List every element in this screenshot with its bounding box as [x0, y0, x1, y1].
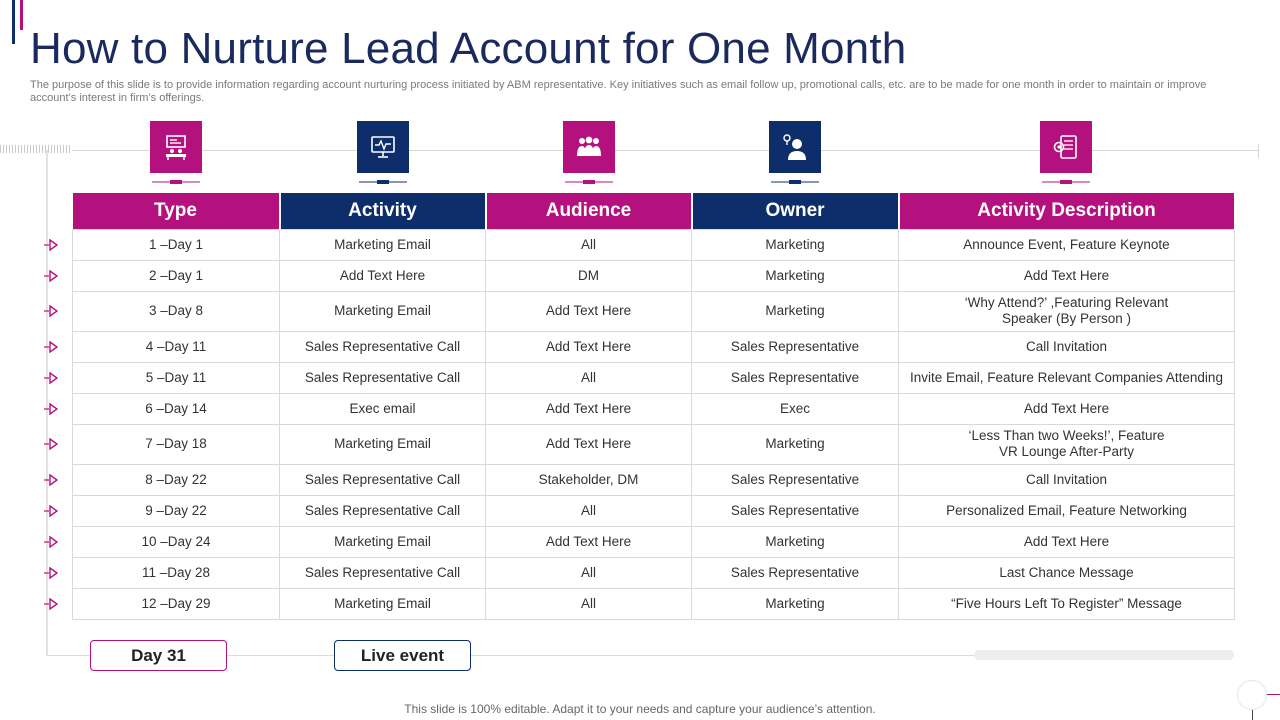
people-group-icon: [563, 121, 615, 173]
cell-activity: Marketing Email: [280, 229, 486, 260]
table-header-row: [73, 193, 1235, 229]
monitor-pulse-icon: [357, 121, 409, 173]
cell-audience: All: [486, 495, 692, 526]
cell-type: 9 –Day 22: [73, 495, 280, 526]
cell-activity: Exec email: [280, 393, 486, 424]
row-arrow-icon: [44, 536, 58, 548]
cell-type: 7 –Day 18: [73, 424, 280, 464]
cell-description: Add Text Here: [899, 526, 1235, 557]
page-subtitle: The purpose of this slide is to provide information regarding account nurturing process initiated by ABM representative. Key initiatives such as email follow up, promotional calls, etc. are to be made for one month in order to maintain or improve account’s interest in firm’s offerings.: [30, 79, 1207, 104]
timeline-dashes: [0, 145, 72, 153]
row-arrow-icon: [44, 474, 58, 486]
table-row: [73, 260, 1235, 291]
cell-activity: Sales Representative Call: [280, 464, 486, 495]
cell-owner: Marketing: [692, 260, 899, 291]
cell-description: Call Invitation: [899, 331, 1235, 362]
cell-type: 1 –Day 1: [73, 229, 280, 260]
cell-audience: All: [486, 229, 692, 260]
cell-type: 5 –Day 11: [73, 362, 280, 393]
table-row: [73, 557, 1235, 588]
timeline-end: [1258, 144, 1259, 158]
page-title: How to Nurture Lead Account for One Month: [30, 24, 907, 73]
table-row: [73, 331, 1235, 362]
cell-activity: Marketing Email: [280, 291, 486, 331]
table-row: [73, 362, 1235, 393]
person-idea-icon: [769, 121, 821, 173]
cell-activity: Sales Representative Call: [280, 495, 486, 526]
cell-audience: All: [486, 362, 692, 393]
header-type: Type: [73, 193, 280, 229]
cell-description: “Five Hours Left To Register” Message: [899, 588, 1235, 619]
cell-audience: Add Text Here: [486, 331, 692, 362]
cell-type: 12 –Day 29: [73, 588, 280, 619]
cell-description: Add Text Here: [899, 260, 1235, 291]
cell-owner: Marketing: [692, 229, 899, 260]
day31-milestone: Day 31: [90, 640, 227, 671]
cell-description: Announce Event, Feature Keynote: [899, 229, 1235, 260]
cell-activity: Marketing Email: [280, 588, 486, 619]
connector-deco: [359, 180, 407, 184]
table-row: [73, 291, 1235, 331]
table-row: [73, 393, 1235, 424]
table-row: [73, 464, 1235, 495]
header-activity-description: Activity Description: [899, 193, 1235, 229]
cell-audience: Add Text Here: [486, 291, 692, 331]
cell-activity: Sales Representative Call: [280, 331, 486, 362]
row-arrow-icon: [44, 305, 58, 317]
connector-deco: [565, 180, 613, 184]
row-arrow-icon: [44, 438, 58, 450]
cell-audience: Add Text Here: [486, 424, 692, 464]
corner-accent-pink: [20, 0, 23, 30]
connector-deco: [152, 180, 200, 184]
cell-activity: Marketing Email: [280, 526, 486, 557]
table-row: [73, 495, 1235, 526]
table-row: [73, 526, 1235, 557]
cell-activity: Marketing Email: [280, 424, 486, 464]
header-owner: Owner: [692, 193, 899, 229]
cell-owner: Sales Representative: [692, 362, 899, 393]
cell-audience: DM: [486, 260, 692, 291]
connector-deco: [1042, 180, 1090, 184]
table-row: [73, 229, 1235, 260]
cell-owner: Marketing: [692, 526, 899, 557]
row-arrow-icon: [44, 598, 58, 610]
nurture-schedule-table: [72, 193, 1236, 620]
cell-audience: Stakeholder, DM: [486, 464, 692, 495]
cell-owner: Sales Representative: [692, 495, 899, 526]
row-arrow-icon: [44, 239, 58, 251]
cell-activity: Sales Representative Call: [280, 362, 486, 393]
cell-description: Call Invitation: [899, 464, 1235, 495]
cell-activity: Add Text Here: [280, 260, 486, 291]
corner-circle: [1237, 680, 1267, 710]
cell-owner: Marketing: [692, 588, 899, 619]
header-audience: Audience: [486, 193, 692, 229]
cell-owner: Sales Representative: [692, 331, 899, 362]
live-event-milestone: Live event: [334, 640, 471, 671]
table-row: [73, 588, 1235, 619]
cell-owner: Sales Representative: [692, 557, 899, 588]
row-arrow-icon: [44, 341, 58, 353]
table-row: [73, 424, 1235, 464]
corner-accent-navy: [12, 0, 15, 44]
cell-type: 8 –Day 22: [73, 464, 280, 495]
row-arrow-icon: [44, 505, 58, 517]
contact-card-icon: [1040, 121, 1092, 173]
cell-type: 6 –Day 14: [73, 393, 280, 424]
connector-deco: [771, 180, 819, 184]
cell-activity: Sales Representative Call: [280, 557, 486, 588]
row-arrow-icon: [44, 403, 58, 415]
cell-type: 10 –Day 24: [73, 526, 280, 557]
row-arrow-icon: [44, 372, 58, 384]
cell-audience: Add Text Here: [486, 526, 692, 557]
row-arrow-icon: [44, 567, 58, 579]
cell-type: 2 –Day 1: [73, 260, 280, 291]
cell-audience: All: [486, 588, 692, 619]
cell-description: Add Text Here: [899, 393, 1235, 424]
cell-type: 3 –Day 8: [73, 291, 280, 331]
cell-owner: Marketing: [692, 424, 899, 464]
cell-type: 4 –Day 11: [73, 331, 280, 362]
cell-description: ‘Less Than two Weeks!’, Feature VR Lounge After-Party: [899, 424, 1235, 464]
cell-type: 11 –Day 28: [73, 557, 280, 588]
cell-audience: All: [486, 557, 692, 588]
cell-description: Last Chance Message: [899, 557, 1235, 588]
cell-description: Personalized Email, Feature Networking: [899, 495, 1235, 526]
footer-note: This slide is 100% editable. Adapt it to your needs and capture your audience’s attention.: [404, 702, 876, 716]
cell-description: Invite Email, Feature Relevant Companies Attending: [899, 362, 1235, 393]
cell-audience: Add Text Here: [486, 393, 692, 424]
cell-owner: Sales Representative: [692, 464, 899, 495]
cell-owner: Marketing: [692, 291, 899, 331]
progress-track: [974, 650, 1234, 660]
header-activity: Activity: [280, 193, 486, 229]
row-arrow-icon: [44, 270, 58, 282]
cell-owner: Exec: [692, 393, 899, 424]
cell-description: ‘Why Attend?’ ,Featuring Relevant Speaker (By Person ): [899, 291, 1235, 331]
presentation-desk-icon: [150, 121, 202, 173]
